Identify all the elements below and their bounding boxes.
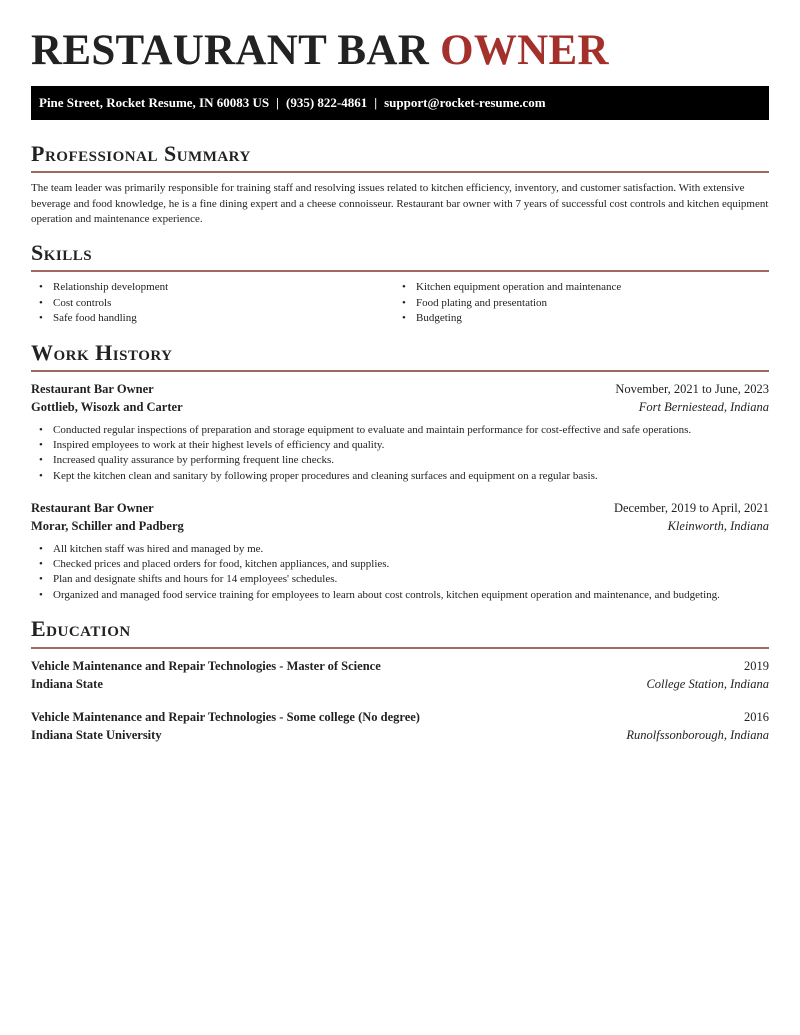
section-title-skills: Skills (31, 240, 93, 265)
education-header-row (31, 657, 769, 675)
job-location: Fort Berniestead, Indiana (638, 400, 769, 414)
list-item: • Cost controls (31, 296, 391, 312)
education-school-row (31, 675, 769, 693)
list-item: • Plan and designate shifts and hours for 14 employees' schedules. (31, 572, 769, 587)
list-item: • Kept the kitchen clean and sanitary by following proper procedures and cleaning surfaces and equipment on a regular basis. (31, 469, 769, 484)
education-header-row (31, 708, 769, 726)
education-year: 2016 (744, 710, 769, 724)
section-title-education: Education (31, 616, 131, 641)
contact-email: support@rocket-resume.com (384, 95, 546, 110)
list-item: • Relationship development (31, 280, 391, 296)
contact-separator: | (276, 95, 279, 110)
list-item: • Budgeting (394, 311, 769, 327)
job-header-row (31, 380, 769, 398)
education-degree: Vehicle Maintenance and Repair Technologies - Some college (No degree) (31, 710, 420, 724)
list-item: • Inspired employees to work at their highest levels of efficiency and quality. (31, 438, 769, 453)
job-location: Kleinworth, Indiana (667, 519, 769, 533)
list-item: • Checked prices and placed orders for food, kitchen appliances, and supplies. (31, 557, 769, 572)
education-school: Indiana State University (31, 728, 162, 742)
section-divider (31, 171, 769, 173)
job-dates: December, 2019 to April, 2021 (613, 501, 769, 515)
name-last: OWNER (440, 27, 609, 74)
job-bullets (31, 423, 769, 484)
education-location: College Station, Indiana (646, 677, 769, 691)
contact-address: Pine Street, Rocket Resume, IN 60083 US (39, 95, 270, 110)
skills-list-right (394, 280, 769, 327)
education-school: Indiana State (31, 677, 103, 691)
section-divider (31, 270, 769, 272)
job-dates: November, 2021 to June, 2023 (615, 382, 769, 396)
skills-list-left (31, 280, 391, 327)
list-item: • Increased quality assurance by performing frequent line checks. (31, 453, 769, 468)
list-item: • Food plating and presentation (394, 296, 769, 312)
list-item: • Organized and managed food service training for employees to learn about cost controls, kitchen equipment operation and maintenance, and budgeting. (31, 588, 769, 603)
list-item: • Safe food handling (31, 311, 391, 327)
name-first: RESTAURANT BAR (31, 27, 430, 74)
section-divider (31, 370, 769, 372)
contact-phone: (935) 822-4861 (286, 95, 368, 110)
job-company-row (31, 517, 769, 535)
education-year: 2019 (744, 659, 769, 673)
job-title: Restaurant Bar Owner (31, 382, 154, 396)
job-company-row (31, 398, 769, 416)
summary-text: The team leader was primarily responsible for training staff and resolving issues related to kitchen efficiency, inventory, and customer satisfaction. With extensive beverage and food knowledge, he is a fine dining expert and a cheese connoisseur. Restaurant bar owner with 7 years of successful cost controls and kitchen equipment operation and maintenance experience. (31, 182, 769, 225)
contact-separator: | (374, 95, 378, 110)
education-location: Runolfssonborough, Indiana (626, 728, 769, 742)
job-bullets (31, 542, 769, 603)
list-item: • Kitchen equipment operation and maintenance (394, 280, 769, 296)
list-item: • All kitchen staff was hired and managed by me. (31, 542, 769, 557)
job-header-row (31, 499, 769, 517)
page-title (31, 26, 609, 76)
job-title: Restaurant Bar Owner (31, 501, 154, 515)
education-degree: Vehicle Maintenance and Repair Technologies - Master of Science (31, 659, 381, 673)
section-title-summary: Professional Summary (31, 141, 251, 166)
education-school-row (31, 726, 769, 744)
job-company: Morar, Schiller and Padberg (31, 519, 184, 533)
list-item: • Conducted regular inspections of preparation and storage equipment to evaluate and maintain performance for cost-effective and safe operations. (31, 423, 769, 438)
job-company: Gottlieb, Wisozk and Carter (31, 400, 183, 414)
section-divider (31, 647, 769, 649)
section-title-work-history: Work History (31, 340, 173, 365)
contact-bar (31, 86, 769, 120)
